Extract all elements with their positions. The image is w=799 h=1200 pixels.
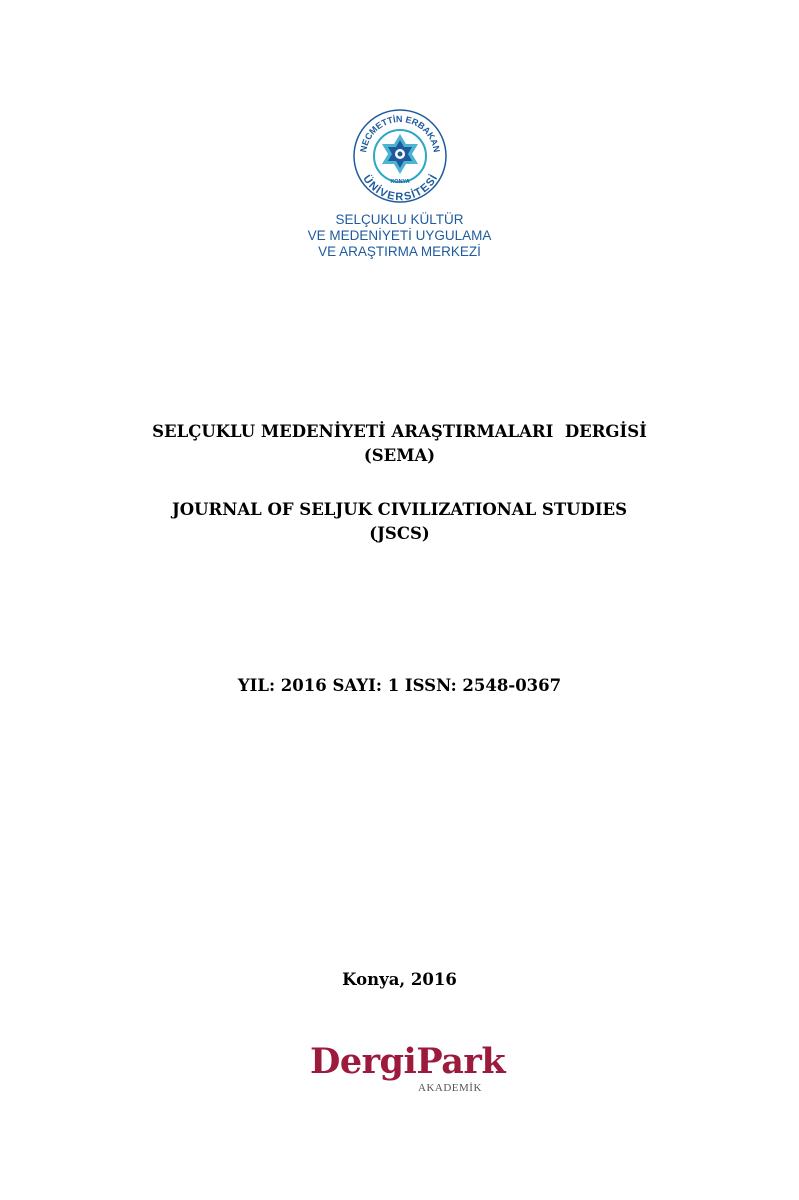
center-line: VE MEDENİYETİ UYGULAMA [307, 228, 492, 243]
turkish-abbreviation: (SEMA) [363, 446, 436, 465]
publisher-name: DergiPark [310, 1041, 506, 1082]
center-line: SELÇUKLU KÜLTÜR [335, 212, 464, 227]
research-center-name [0, 212, 799, 260]
center-line: VE ARAŞTIRMA MERKEZİ [318, 244, 481, 259]
seal-arc-top-text: NECMETTİN ERBAKAN [357, 113, 442, 154]
seal-arc-bottom-text: ÜNİVERSİTESİ [359, 173, 440, 204]
issue-line: YIL: 2016 SAYI: 1 ISSN: 2548-0367 [237, 676, 562, 695]
university-logo [0, 108, 799, 260]
place-date: Konya, 2016 [342, 970, 457, 989]
english-abbreviation: (JSCS) [369, 524, 430, 543]
svg-text:ÜNİVERSİTESİ [360, 173, 440, 204]
publisher-subtitle: AKADEMİK [418, 1082, 482, 1094]
english-title: JOURNAL OF SELJUK CIVILIZATIONAL STUDIES [171, 500, 628, 519]
publisher-logo [310, 1041, 510, 1094]
seljuk-star-icon [382, 134, 418, 174]
seal-center-text: KONYA [389, 179, 410, 185]
turkish-title: SELÇUKLU MEDENİYETİ ARAŞTIRMALARI DERGİSİ [152, 422, 647, 441]
journal-titles [0, 420, 799, 546]
university-seal-icon [352, 108, 448, 204]
